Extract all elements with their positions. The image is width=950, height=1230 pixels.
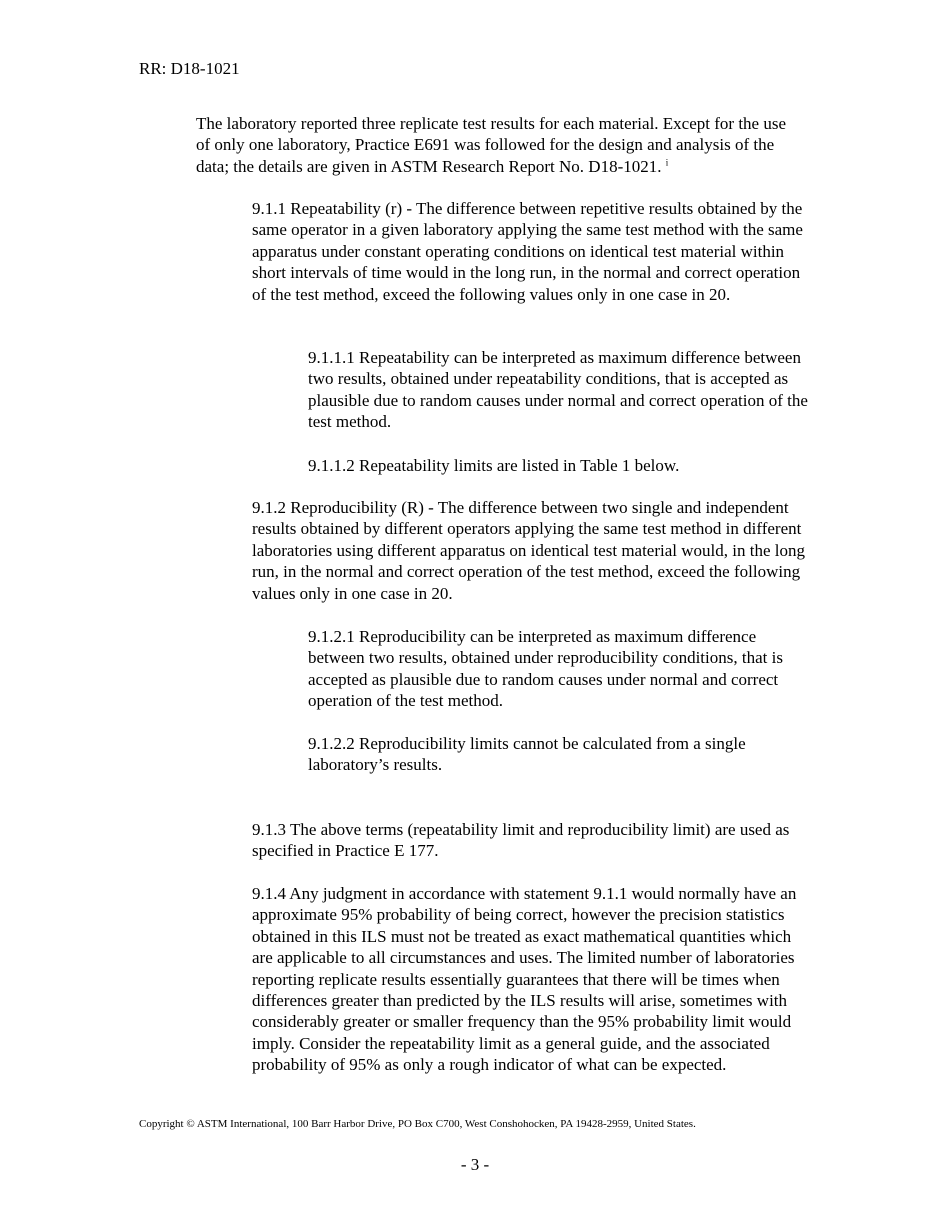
section-9-1-3: 9.1.3 The above terms (repeatability limit and reproducibility limit) are used as specified in Practice E 177. — [252, 820, 790, 861]
section-9-1-1-1: 9.1.1.1 Repeatability can be interpreted as maximum difference between two results, obtained under repeatability conditions, that is accepted as plausible due to random causes under normal and correct operation of the test method. — [308, 348, 808, 432]
section-9-1-4: 9.1.4 Any judgment in accordance with statement 9.1.1 would normally have an approximate 95% probability of being correct, however the precision statistics obtained in this ILS must not be treated as exact mathematical quantities which are applicable to all circumstances and uses. The limited number of laboratories reporting replicate results essentially guarantees that there will be times when differences greater than predicted by the ILS results will arise, sometimes with considerably greater or smaller frequency than the 95% probability limit would imply. Consider the repeatability limit as a general guide, and the associated probability of 95% as only a rough indicator of what can be expected. — [252, 884, 797, 1075]
copyright-footer: Copyright © ASTM International, 100 Barr Harbor Drive, PO Box C700, West Conshohocken, PA 19428-2959, United States. — [139, 1118, 696, 1130]
report-id-header: RR: D18-1021 — [139, 59, 240, 78]
section-9-1-2-2: 9.1.2.2 Reproducibility limits cannot be calculated from a single laboratory’s results. — [308, 734, 746, 775]
section-9-1-2-1: 9.1.2.1 Reproducibility can be interpreted as maximum difference between two results, obtained under reproducibility conditions, that is accepted as plausible due to random causes under normal and correct operation of the test method. — [308, 627, 783, 711]
section-9-1-2-reproducibility: 9.1.2 Reproducibility (R) - The difference between two single and independent results obtained by different operators applying the same test method in different laboratories using different apparatus on identical test material would, in the long run, in the normal and correct operation of the test method, exceed the following values only in one case in 20. — [252, 498, 805, 603]
footnote-marker: i — [665, 157, 669, 168]
intro-paragraph — [196, 113, 796, 177]
intro-text: The laboratory reported three replicate test results for each material. Except for the use of only one laboratory, Practice E691 was followed for the design and analysis of the data; the details are given in ASTM Research Report No. D18-1021. — [196, 114, 787, 176]
section-9-1-1-2: 9.1.1.2 Repeatability limits are listed in Table 1 below. — [308, 456, 680, 475]
section-9-1-1-repeatability: 9.1.1 Repeatability (r) - The difference between repetitive results obtained by the same operator in a given laboratory applying the same test method with the same apparatus under constant operating conditions on identical test material within short intervals of time would in the long run, in the normal and correct operation of the test method, exceed the following values only in one case in 20. — [252, 199, 803, 304]
page-number: - 3 - — [460, 1155, 490, 1174]
